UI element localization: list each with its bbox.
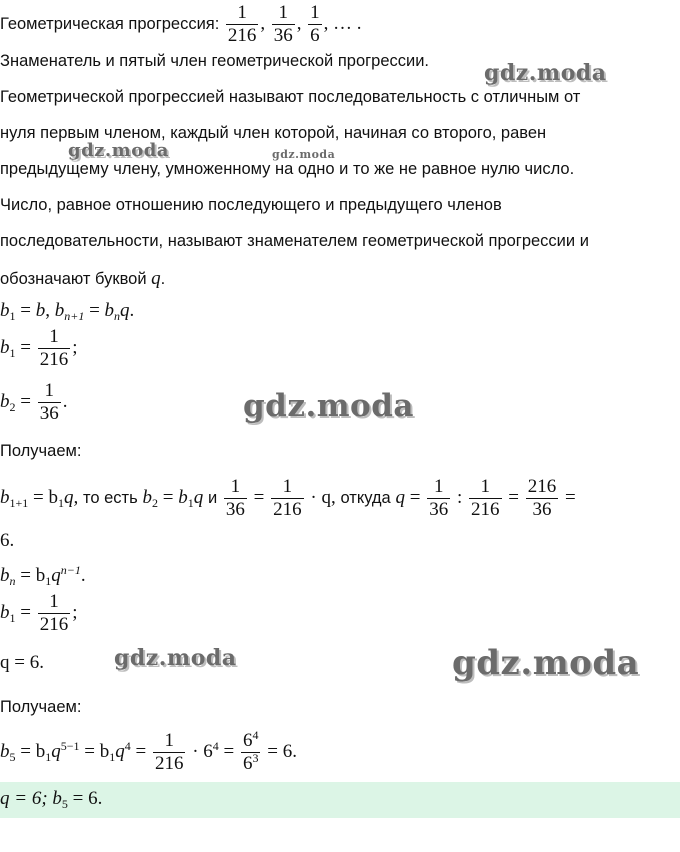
watermark: gdz.moda [243, 388, 414, 424]
header-label: Геометрическая прогрессия: [0, 14, 220, 33]
answer-line: q = 6; $b_5 = 6$. [0, 788, 103, 811]
term-2: $\frac{1}{36}$ [273, 2, 293, 46]
definition-line-4: Число, равное отношению последующего и предыдущего членов [0, 196, 502, 214]
final-formula: $b_5 = b_1q^{5-1} = b_1q^4$ = $\frac{1}{216}$ · $6^4$ = $\frac{6^4}{6^3}$ = 6. [0, 728, 297, 774]
general-formula: $b_n = b_1q^{n-1}$. [0, 563, 86, 588]
term-1: $\frac{1}{216}$ [227, 2, 257, 46]
definition-line-1: Геометрической прогрессией называют последовательность с отличным от [0, 88, 581, 106]
recurrence-formula: $b_1 = b$, $b_{n+1} = b_nq$. [0, 300, 135, 323]
watermark: gdz.moda [68, 140, 169, 161]
ellipsis: … . [332, 12, 362, 34]
progression-header: Геометрическая прогрессия: $\frac{1}{216}$ , $\frac{1}{36}$ , $\frac{1}{6}$ , … . [0, 2, 362, 46]
watermark: gdz.moda [484, 60, 607, 86]
watermark: gdz.moda [114, 645, 237, 671]
watermark: gdz.moda [272, 148, 336, 161]
result-label-2: Получаем: [0, 698, 82, 716]
definition-line-5: последовательности, называют знаменателем геометрической прогрессии и [0, 232, 589, 250]
derivation-tail: 6. [0, 530, 15, 551]
b2-formula: $b_2$ = $\frac{1}{36}$ . [0, 380, 68, 424]
definition-line-3: предыдущему члену, умноженному на одно и то же не равное нулю число. [0, 160, 575, 178]
definition-line-2: нуля первым членом, каждый член которой, начиная со второго, равен [0, 124, 547, 142]
b1-formula: $b_1$ = $\frac{1}{216}$ ; [0, 326, 78, 370]
b1-formula-again: $b_1$ = $\frac{1}{216}$ ; [0, 591, 78, 635]
task-text: Знаменатель и пятый член геометрической прогрессии. [0, 52, 430, 70]
derivation-line: $b_{1+1} = b_1q$, то есть $b_2 = b_1q$ и $\frac{1}{36}$ = $\frac{1}{216}$ · q, откуда q = $\frac{1}{36}$ : $\frac{1}{216}$ = $\frac{216}{36}$ = [0, 476, 576, 520]
result-label-1: Получаем: [0, 442, 82, 460]
term-3: $\frac{1}{6}$ [310, 2, 320, 46]
definition-line-6: обозначают буквой q. [0, 268, 166, 289]
watermark: gdz.moda [452, 643, 640, 683]
q-value: q = 6. [0, 652, 44, 673]
